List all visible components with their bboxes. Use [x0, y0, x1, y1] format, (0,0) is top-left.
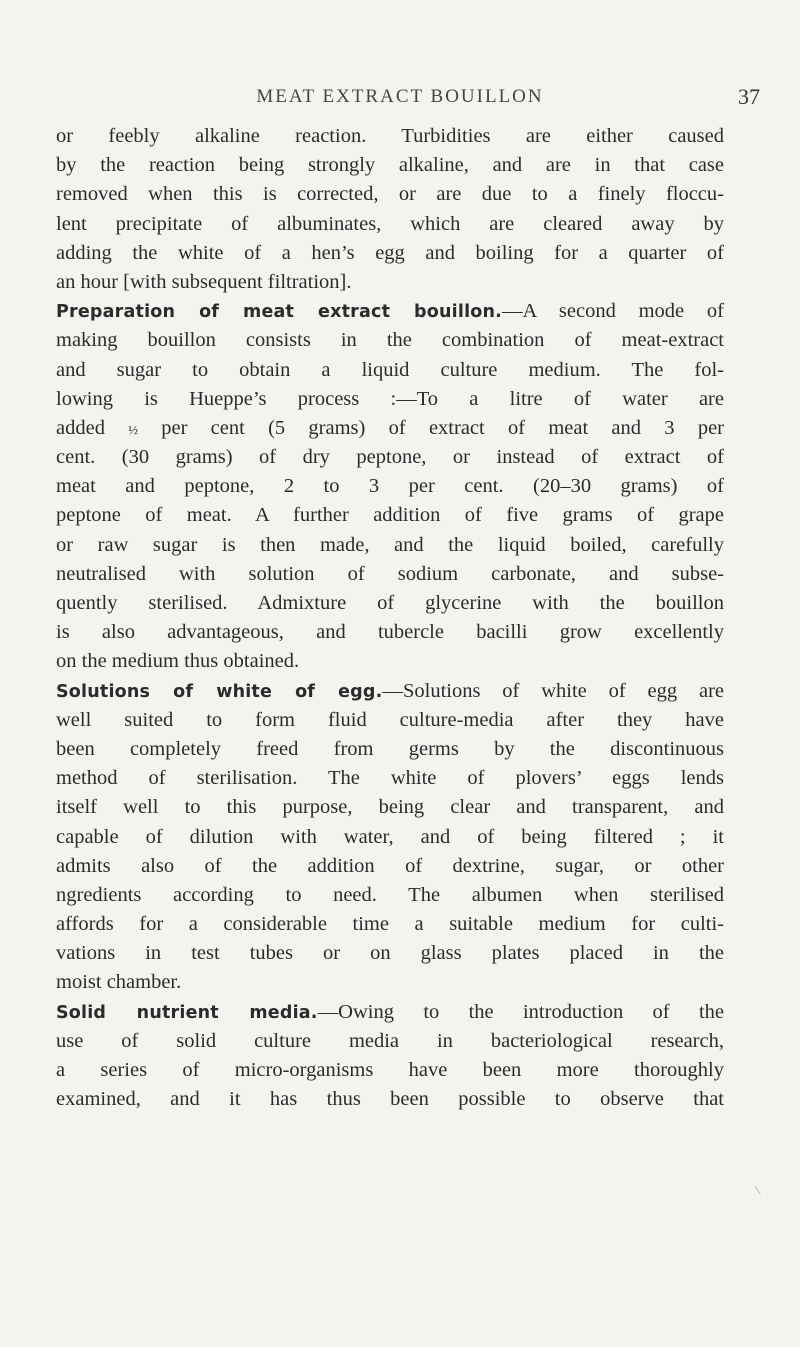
- text-line: lent precipitate of albuminates, which are cleared away by: [56, 212, 724, 235]
- text-line: adding the white of a hen’s egg and boiling for a quarter of: [56, 241, 724, 264]
- text-line: cent. (30 grams) of dry peptone, or instead of extract of: [56, 446, 724, 469]
- text-line: vations in test tubes or on glass plates placed in the: [56, 942, 724, 965]
- fraction-half: ½: [128, 421, 138, 437]
- text-line: moist chamber.: [56, 971, 182, 994]
- paragraph-turbidities: [56, 122, 724, 297]
- text-line: is also advantageous, and tubercle bacilli grow excellently: [56, 621, 724, 644]
- text-line: [56, 677, 724, 706]
- text-line: [56, 297, 724, 326]
- text-line: or raw sugar is then made, and the liquid boiled, carefully: [56, 533, 724, 556]
- text-line: neutralised with solution of sodium carbonate, and subse-: [56, 562, 724, 585]
- text-run: per cent (5 grams) of extract of meat and 3 per: [161, 416, 724, 439]
- text-line: itself well to this purpose, being clear and transparent, and: [56, 796, 724, 819]
- text-run: —Owing to the introduction of the: [317, 1000, 724, 1023]
- text-line: making bouillon consists in the combination of meat-extract: [56, 329, 724, 352]
- running-title: MEAT EXTRACT BOUILLON: [256, 86, 544, 107]
- section-heading: Solid nutrient media.: [56, 1002, 318, 1023]
- text-line: and sugar to obtain a liquid culture medium. The fol-: [56, 358, 724, 381]
- paragraph-meat-extract-bouillon: [56, 297, 724, 676]
- text-line: peptone of meat. A further addition of five grams of grape: [56, 504, 724, 527]
- text-line: or feebly alkaline reaction. Turbidities are either caused: [56, 125, 724, 147]
- text-run: —A second mode of: [502, 300, 724, 323]
- text-line: well suited to form fluid culture-media after they have: [56, 708, 724, 731]
- paragraph-white-of-egg: [56, 677, 724, 998]
- text-line: been completely freed from germs by the discontinuous: [56, 737, 724, 760]
- section-heading: Preparation of meat extract bouillon.: [56, 302, 502, 323]
- text-line: lowing is Hueppe’s process :—To a litre of water are: [56, 387, 724, 410]
- text-line: by the reaction being strongly alkaline, and are in that case: [56, 154, 724, 177]
- text-line: [56, 998, 724, 1027]
- text-run: added: [56, 416, 105, 439]
- paper-mark: [754, 1186, 761, 1195]
- text-line: use of solid culture media in bacteriological research,: [56, 1029, 724, 1052]
- text-line: an hour [with subsequent filtration].: [56, 270, 352, 293]
- section-heading: Solutions of white of egg.: [56, 681, 383, 702]
- text-line: admits also of the addition of dextrine, sugar, or other: [56, 854, 724, 877]
- text-line: examined, and it has thus been possible to observe that: [56, 1088, 724, 1111]
- text-line: a series of micro-organisms have been more thoroughly: [56, 1059, 724, 1081]
- body-text: [56, 122, 724, 1114]
- running-head: [40, 86, 760, 112]
- page-number: 37: [738, 84, 760, 109]
- text-line: capable of dilution with water, and of being filtered ; it: [56, 825, 724, 848]
- text-line: ngredients according to need. The albumen when sterilised: [56, 883, 724, 906]
- text-line: [56, 414, 724, 443]
- text-run: —Solutions of white of egg are: [382, 679, 724, 702]
- text-line: method of sterilisation. The white of plovers’ eggs lends: [56, 767, 724, 790]
- text-line: meat and peptone, 2 to 3 per cent. (20–30 grams) of: [56, 475, 724, 498]
- text-line: quently sterilised. Admixture of glycerine with the bouillon: [56, 592, 724, 614]
- text-line: removed when this is corrected, or are due to a finely floccu-: [56, 183, 724, 206]
- paragraph-solid-media: [56, 998, 724, 1115]
- text-line: affords for a considerable time a suitable medium for culti-: [56, 913, 724, 936]
- text-line: on the medium thus obtained.: [56, 650, 300, 673]
